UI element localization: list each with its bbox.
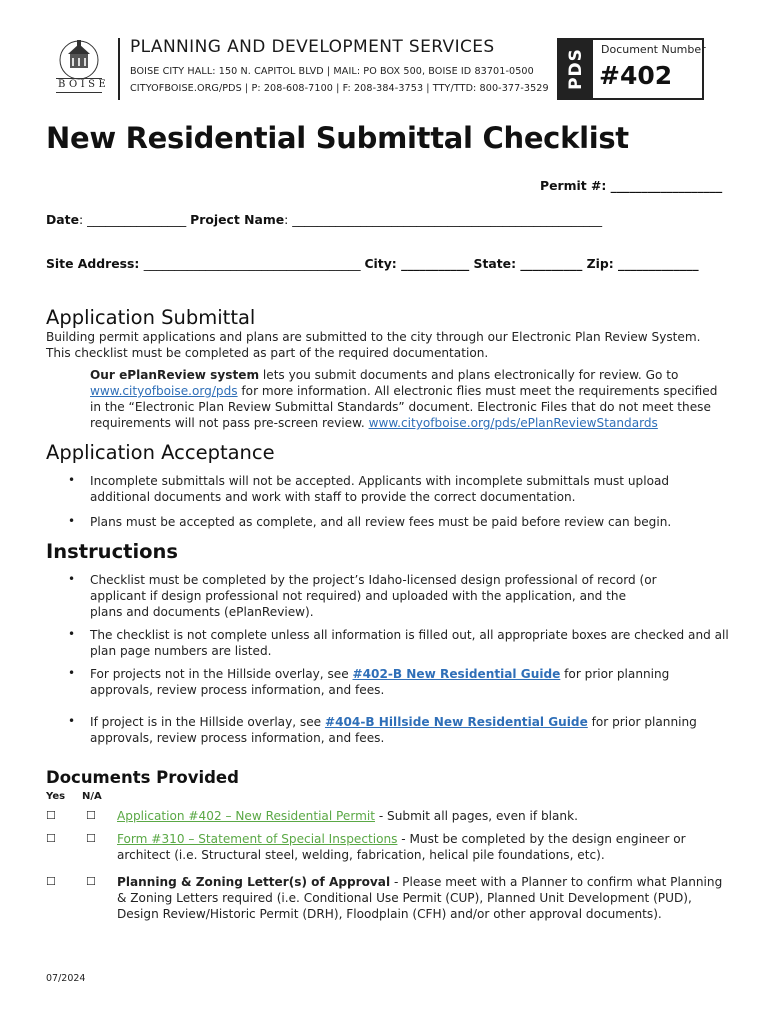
- permit-field-text: Permit #: __________________: [540, 178, 723, 193]
- document-item-text: - Submit all pages, even if blank.: [375, 809, 578, 823]
- bullet-icon: •: [68, 473, 76, 487]
- pds-tab: [559, 40, 593, 98]
- checkbox-yes[interactable]: ☐: [46, 832, 56, 845]
- pds-website-link[interactable]: www.cityofboise.org/pds: [90, 384, 238, 398]
- instruction-item: [90, 714, 730, 746]
- project-name-label: Project Name: [190, 212, 285, 227]
- acceptance-item: Plans must be accepted as complete, and all review fees must be paid before review can begin.: [90, 515, 672, 529]
- checkbox-na[interactable]: ☐: [86, 832, 96, 845]
- boise-city-seal-logo: [50, 38, 108, 100]
- instructions-heading: Instructions: [46, 540, 179, 563]
- document-number-label: Document Number: [601, 43, 706, 56]
- checkbox-na[interactable]: ☐: [86, 809, 96, 822]
- instruction-text: For projects not in the Hillside overlay, see: [90, 667, 353, 681]
- bullet-icon: •: [68, 627, 76, 641]
- agency-address: BOISE CITY HALL: 150 N. CAPITOL BLVD | MAIL: PO BOX 500, BOISE ID 83701-0500: [130, 66, 534, 77]
- agency-contact: CITYOFBOISE.ORG/PDS | P: 208-608-7100 | F: 208-384-3753 | TTY/TTD: 800-377-3529: [130, 83, 549, 94]
- application-submittal-intro: Building permit applications and plans are submitted to the city through our Electronic Plan Review System. This checklist must be completed as part of the required documentation.: [46, 330, 701, 360]
- document-item-text: - Must be completed by the design engineer or architect (i.e. Structural steel, welding, fabrication, helical pile foundations, etc).: [117, 832, 686, 862]
- project-name-field[interactable]: : __________________________________________________: [284, 212, 603, 227]
- bullet-icon: •: [68, 714, 76, 728]
- acceptance-item: Incomplete submittals will not be accepted. Applicants with incomplete submittals must upload additional documents and work with staff to provide the correct documentation.: [90, 474, 670, 504]
- residential-guide-link[interactable]: #402-B New Residential Guide: [352, 667, 561, 681]
- site-address-field[interactable]: ___________________________________: [143, 256, 365, 271]
- application-submittal-heading: Application Submittal: [46, 306, 256, 329]
- bullet-icon: •: [68, 666, 76, 680]
- form-310-link[interactable]: Form #310 – Statement of Special Inspections: [117, 832, 398, 846]
- column-yes-label: Yes: [46, 791, 66, 802]
- document-item: [117, 831, 697, 863]
- state-field[interactable]: State: __________: [473, 256, 587, 271]
- document-item: [117, 808, 727, 824]
- checkbox-yes[interactable]: ☐: [46, 809, 56, 822]
- agency-name: PLANNING AND DEVELOPMENT SERVICES: [130, 37, 495, 57]
- page-title: New Residential Submittal Checklist: [46, 121, 629, 155]
- zip-field[interactable]: Zip: _____________: [586, 256, 699, 271]
- city-field[interactable]: City: ___________: [364, 256, 474, 271]
- checkbox-yes[interactable]: ☐: [46, 875, 56, 888]
- instruction-text: for prior planning approvals, review process information, and fees.: [90, 667, 670, 697]
- eplanreview-text-2: for more information. All electronic flies must meet the requirements specified in the “Electronic Plan Review Submittal Standards” document. Electronic Files that do not meet these requirements will not pass pre-screen review.: [90, 384, 718, 430]
- instruction-text: If project is in the Hillside overlay, see: [90, 715, 325, 729]
- permit-number-field[interactable]: [540, 178, 722, 193]
- column-na-label: N/A: [82, 791, 102, 802]
- logo-wordmark: BOISE: [58, 79, 110, 90]
- instruction-item: [90, 666, 730, 698]
- footer-date: 07/2024: [46, 973, 86, 984]
- document-item: [117, 874, 727, 922]
- document-number: #402: [599, 61, 673, 90]
- hillside-guide-link[interactable]: #404-B Hillside New Residential Guide: [324, 715, 588, 729]
- documents-provided-heading: Documents Provided: [46, 768, 239, 787]
- document-number-box: [557, 38, 704, 100]
- address-row: [46, 256, 699, 271]
- application-402-link[interactable]: Application #402 – New Residential Permit: [117, 809, 375, 823]
- date-project-row: [46, 212, 602, 227]
- instruction-item: The checklist is not complete unless all information is filled out, all appropriate boxes are checked and all plan page numbers are listed.: [90, 628, 729, 658]
- date-field[interactable]: : ________________: [78, 212, 191, 227]
- pds-tab-label: PDS: [566, 48, 586, 90]
- checkbox-na[interactable]: ☐: [86, 875, 96, 888]
- date-label: Date: [46, 212, 79, 227]
- eplanreview-paragraph: [90, 367, 726, 431]
- instruction-item: Checklist must be completed by the project’s Idaho-licensed design professional of record (or applicant if design professional not required) and uploaded with the application, and the plans and documents (ePlanReview).: [90, 573, 657, 619]
- site-address-label: Site Address:: [46, 256, 144, 271]
- eplanreview-bold: Our ePlanReview system: [90, 368, 260, 382]
- eplanreview-text-1: lets you submit documents and plans electronically for review. Go to: [259, 368, 679, 382]
- bullet-icon: •: [68, 572, 76, 586]
- header-divider: [118, 38, 120, 100]
- eplanreview-standards-link[interactable]: www.cityofboise.org/pds/ePlanReviewStandards: [368, 416, 658, 430]
- application-acceptance-heading: Application Acceptance: [46, 441, 275, 464]
- planning-zoning-letter-label: Planning & Zoning Letter(s) of Approval: [117, 875, 391, 889]
- document-item-text: - Please meet with a Planner to confirm what Planning & Zoning Letters required (i.e. Conditional Use Permit (CUP), Planned Unit Development (PUD), Design Review/Historic Permit (DRH), Floodplain (CFH) and/or other approval documents).: [117, 875, 723, 921]
- instruction-text: for prior planning approvals, review process information, and fees.: [90, 715, 697, 745]
- bullet-icon: •: [68, 514, 76, 528]
